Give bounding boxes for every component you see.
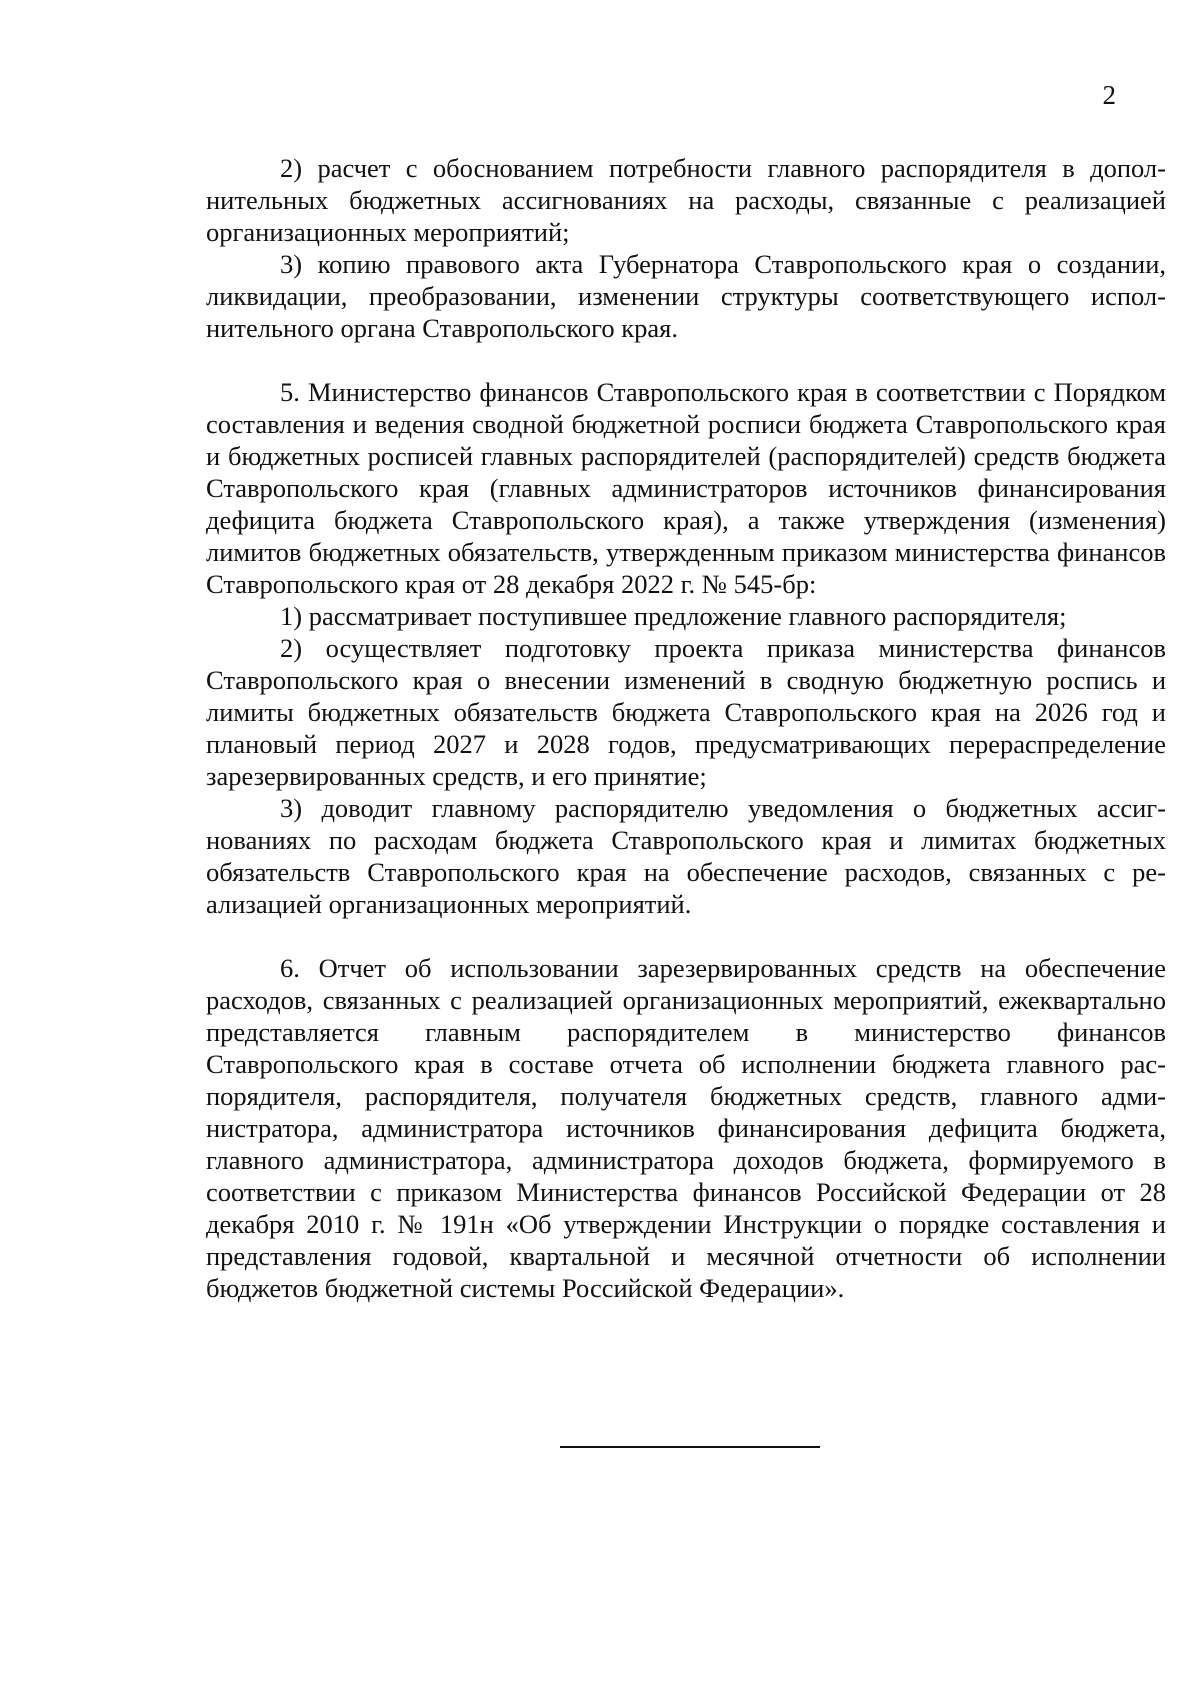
document-body xyxy=(206,152,1166,1304)
paragraph-section-5: 5. Министерство финансов Ставропольского края в соответствии с Порядком составления и ведения сводной бюджетной росписи бюджета Ставропольского края и бюджетных росписей главных распорядителей (распорядителей) средств бюджета Ставропольского края (главных администраторов источников финансирования дефицита бюджета Ставропольского края), а также утверждения (изменения) лимитов бюджетных обязательств, утвержденным приказом министерства финансов Ставропольского края от 28 декабря 2022 г. № 545-бр: xyxy=(206,377,1166,599)
page-number: 2 xyxy=(1102,80,1116,110)
paragraph-item-2: 2) расчет с обоснованием потребности главного распорядителя в дополнительных бюджетных ассигнованиях на расходы, связанные с реализацией организационных мероприятий; xyxy=(206,153,1166,247)
paragraph-section-6: 6. Отчет об использовании зарезервированных средств на обеспечение расходов, связанных с реализацией организационных мероприятий, ежеквартально представляется главным распорядителем в министерство финансов Ставропольского края в составе отчета об исполнении бюджета главного распорядителя, распорядителя, получателя бюджетных средств, главного администратора, администратора источников финансирования дефицита бюджета, главного администратора, администратора доходов бюджета, формируемого в соответствии с приказом Министерства финансов Российской Федерации от 28 декабря 2010 г. № 191н «Об утверждении Инструкции о порядке составления и представления годовой, квартальной и месячной отчетности об исполнении бюджетов бюджетной системы Российской Федерации». xyxy=(206,953,1166,1303)
paragraph-section-5-item-2: 2) осуществляет подготовку проекта приказа министерства финансов Ставропольского края о внесении изменений в сводную бюджетную роспись и лимиты бюджетных обязательств бюджета Ставропольского края на 2026 год и плановый период 2027 и 2028 годов, предусматривающих перераспределение зарезервированных средств, и его принятие; xyxy=(206,633,1166,791)
paragraph-section-5-item-1: 1) рассматривает поступившее предложение главного распорядителя; xyxy=(280,601,1067,631)
closing-rule-divider xyxy=(560,1446,820,1448)
paragraph-item-3: 3) копию правового акта Губернатора Ставропольского края о создании, ликвидации, преобразовании, изменении структуры соответствующего исполнительного органа Ставропольского края. xyxy=(206,249,1166,343)
paragraph-section-5-item-3: 3) доводит главному распорядителю уведомления о бюджетных ассигнованиях по расходам бюджета Ставропольского края и лимитах бюджетных обязательств Ставропольского края на обеспечение расходов, связанных с реализацией организационных мероприятий. xyxy=(206,793,1166,919)
